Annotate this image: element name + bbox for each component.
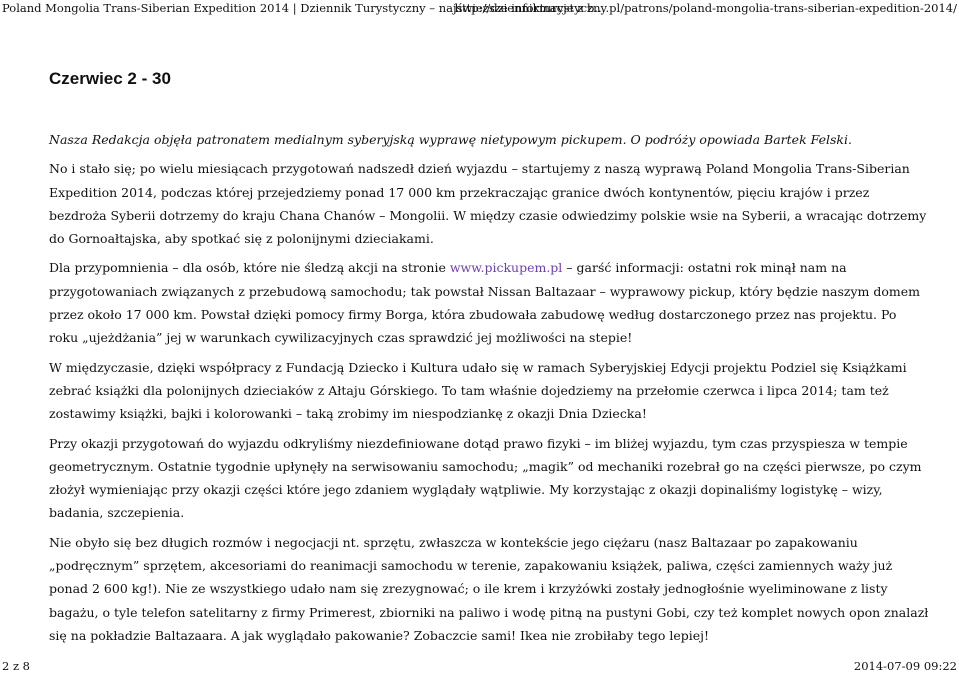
paragraph-1: No i stało się; po wielu miesiącach przygotowań nadszedł dzień wyjazdu – startujemy z naszą wyprawą Poland Mongolia Trans-Siberian Expedition 2014, podczas której przejedziemy ponad 17 000 km przekraczając granice dwóch kontynentów, pięciu krajów i przez bezdroża Syberii dotrzemy do kraju Chana Chanów – Mongolii. W między czasie odwiedzimy polskie wsie na Syberii, a wracając dotrzemy do Gornoałtajska, aby spotkać się z polonijnymi dzieciakami. bbox=[49, 161, 927, 247]
paragraph-2-text-b: – garść informacji: ostatni rok minął nam na przygotowaniach związanych z przebudową samochodu; tak powstał Nissan Baltazaar – wyprawowy pickup, który będzie naszym domem przez około 17 000 km. Powstał dzięki pomocy firmy Borga, która zbudowała zabudowę według dostarczonego przez nas projektu. Po roku „ujeżdżania” jej w warunkach cywilizacyjnych czas sprawdzić jej możliwości na stepie! bbox=[49, 260, 920, 346]
print-header bbox=[2, 0, 957, 20]
paragraph-2 bbox=[49, 256, 929, 349]
article-lead: Nasza Redakcja objęła patronatem medialnym syberyjską wyprawę nietypowym pickupem. O podróży opowiada Bartek Felski. bbox=[49, 132, 852, 147]
paragraph-2-text-a: Dla przypomnienia – dla osób, które nie śledzą akcji na stronie bbox=[49, 260, 450, 276]
print-footer bbox=[2, 658, 957, 676]
paragraph-3: W międzyczasie, dzięki współpracy z Fundacją Dziecko i Kultura udało się w ramach Syberyjskiej Edycji projektu Podziel się Książkami zebrać książki dla polonijnych dzieciaków z Ałtaju Górskiego. To tam właśnie dojedziemy na przełomie czerwca i lipca 2014; tam też zostawimy książki, bajki i kolorowanki – taką zrobimy im niespodziankę z okazji Dnia Dziecka! bbox=[49, 359, 907, 422]
print-timestamp: 2014-07-09 09:22 bbox=[853, 659, 957, 673]
paragraph-5: Nie obyło się bez długich rozmów i negocjacji nt. sprzętu, zwłaszcza w kontekście jego ciężaru (nasz Baltazaar po zapakowaniu „podręcznym” sprzętem, akcesoriami do reanimacji samochodu w terenie, zapakowaniu książek, paliwa, części zamiennych waży już ponad 2 600 kg!). Nie ze wszystkiego udało nam się zrezygnować; o ile krem i krzyżówki zostały jednogłośnie wyeliminowane z listy bagażu, o tyle telefon satelitarny z firmy Primerest, zbiorniki na paliwo i wodę pitną na pustyni Gobi, czy też komplet nowych opon znalazł się na pokładzie Baltazaara. A jak wyglądało pakowanie? Zobaczcie sami! Ikea nie zrobiłaby tego lepiej! bbox=[49, 534, 929, 643]
date-range-heading: Czerwiec 2 - 30 bbox=[49, 69, 171, 88]
pickupem-link[interactable]: www.pickupem.pl bbox=[449, 260, 563, 276]
page-title: Poland Mongolia Trans-Siberian Expedition 2014 | Dziennik Turystyczny – najświeższe informacje z b... bbox=[2, 1, 606, 15]
page-number: 2 z 8 bbox=[2, 659, 31, 673]
page-url: http://dziennikturystyczny.pl/patrons/poland-mongolia-trans-siberian-expedition-2014/ bbox=[454, 1, 957, 15]
paragraph-4: Przy okazji przygotowań do wyjazdu odkryliśmy niezdefiniowane dotąd prawo fizyki – im bliżej wyjazdu, tym czas przyspiesza w tempie geometrycznym. Ostatnie tygodnie upłynęły na serwisowaniu samochodu; „magik” od mechaniki rozebrał go na części pierwsze, po czym złożył wymieniając przy okazji części które jego zdaniem wyglądały wątpliwie. My korzystając z okazji dopinaliśmy logistykę – wizy, badania, szczepienia. bbox=[49, 435, 922, 521]
article-body bbox=[49, 128, 929, 653]
